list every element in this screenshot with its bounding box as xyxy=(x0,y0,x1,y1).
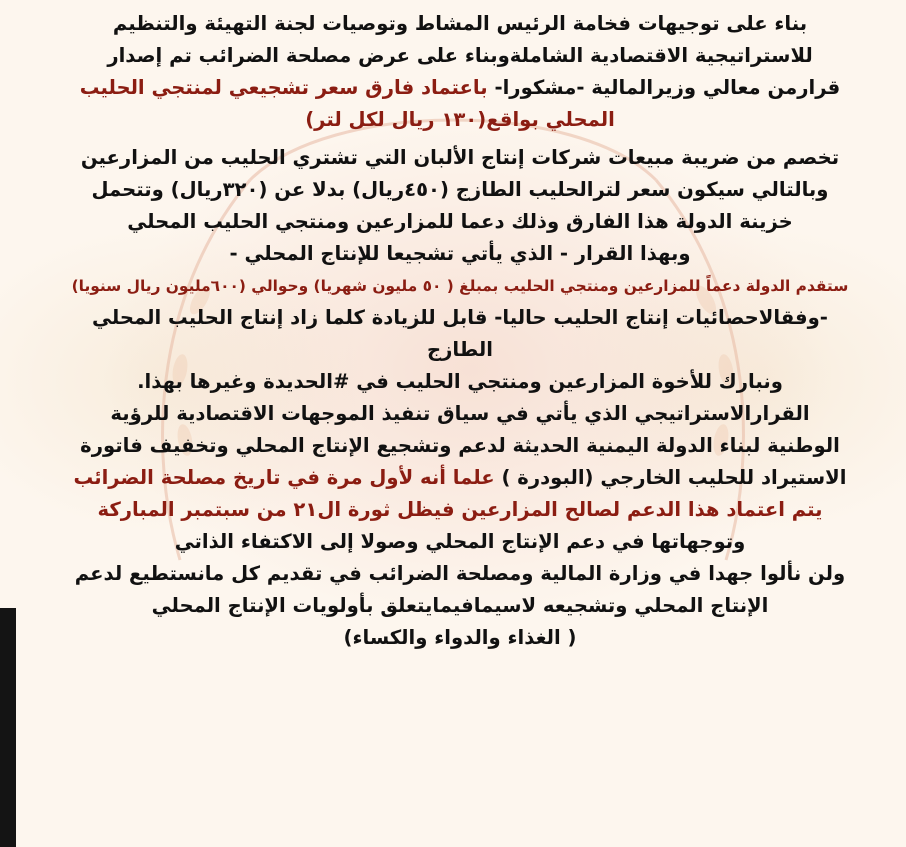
text-line: خزينة الدولة هذا الفارق وذلك دعما للمزارعين ومنتجي الحليب المحلي xyxy=(127,210,793,233)
text-line: -وفقالاحصائيات إنتاج الحليب حاليا- قابل للزيادة كلما زاد إنتاج الحليب المحلي xyxy=(92,306,828,329)
text-line: بناء على توجيهات فخامة الرئيس المشاط وتوصيات لجنة التهيئة والتنظيم xyxy=(112,12,808,35)
text-line-mixed xyxy=(22,72,898,104)
text-line: ونبارك للأخوة المزارعين ومنتجي الحليب في #الحديدة وغيرها بهذا. xyxy=(137,370,783,393)
text-line-mixed-2 xyxy=(22,462,898,494)
text-segment: الاستيراد للحليب الخارجي (البودرة ) xyxy=(494,466,847,489)
highlight-line: المحلي بواقع(١٣٠ ريال لكل لتر) xyxy=(305,108,615,131)
dark-edge-bar xyxy=(0,608,16,847)
text-line: الطازج xyxy=(427,338,493,361)
text-line: وتوجهاتها في دعم الإنتاج المحلي وصولا إلى الاكتفاء الذاتي xyxy=(174,530,746,553)
highlight-text: باعتماد فارق سعر تشجيعي لمنتجي الحليب xyxy=(79,76,488,99)
text-line: للاستراتيجية الاقتصادية الشاملةوبناء على عرض مصلحة الضرائب تم إصدار xyxy=(107,44,813,67)
text-line: ( الغذاء والدواء والكساء) xyxy=(343,626,577,649)
text-line: وبهذا القرار - الذي يأتي تشجيعا للإنتاج المحلي - xyxy=(229,242,691,265)
text-line: وبالتالي سيكون سعر لترالحليب الطازج (٤٥٠ريال) بدلا عن (٣٢٠ريال) وتتحمل xyxy=(91,178,829,201)
announcement-text xyxy=(22,8,898,654)
text-line: الوطنية لبناء الدولة اليمنية الحديثة لدعم وتشجيع الإنتاج المحلي وتخفيف فاتورة xyxy=(80,434,840,457)
text-line: القرارالاستراتيجي الذي يأتي في سياق تنفيذ الموجهات الاقتصادية للرؤية xyxy=(110,402,810,425)
highlight-line-support-amount: ستقدم الدولة دعماً للمزارعين ومنتجي الحليب بمبلغ ( ٥٠ مليون شهريا) وحوالي (٦٠٠مليون ريال سنويا) xyxy=(71,277,849,295)
text-segment: قرارمن معالي وزيرالمالية -مشكورا- xyxy=(487,76,841,99)
text-line: الإنتاج المحلي وتشجيعه لاسيمافيمايتعلق بأولويات الإنتاج المحلي xyxy=(151,594,769,617)
text-line: ولن نألوا جهدا في وزارة المالية ومصلحة الضرائب في تقديم كل مانستطيع لدعم xyxy=(74,562,846,585)
text-line: تخصم من ضريبة مبيعات شركات إنتاج الألبان التي تشتري الحليب من المزارعين xyxy=(80,146,840,169)
highlight-line-revolution: يتم اعتماد هذا الدعم لصالح المزارعين فيظل ثورة ال٢١ من سبتمبر المباركة xyxy=(97,498,823,521)
highlight-text: علما أنه لأول مرة في تاريخ مصلحة الضرائب xyxy=(73,466,495,489)
